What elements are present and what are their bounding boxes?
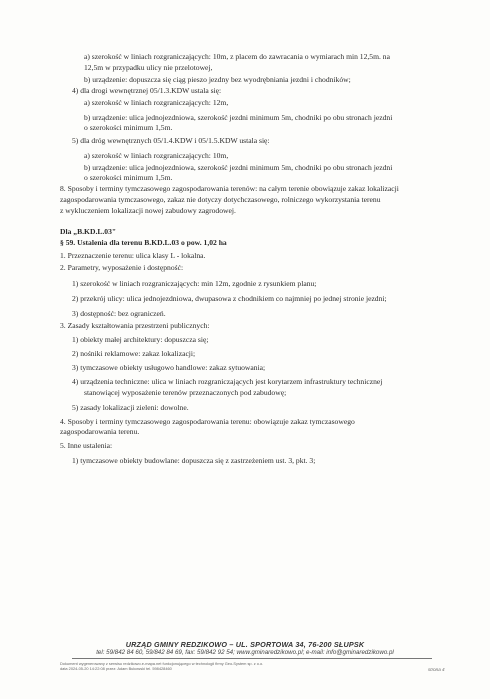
text-line: § 59. Ustalenia dla terenu B.KD.L.03 o pow. 1,02 ha xyxy=(60,238,227,247)
text-line: zagospodarowania terenu. xyxy=(60,427,140,436)
text-line: b) urządzenie: dopuszcza się ciąg pieszo jezdny bez wyodrębniania jezdni i chodników; xyxy=(84,75,351,84)
footer-divider xyxy=(72,658,432,659)
text-line: 1) tymczasowe obiekty budowlane: dopuszcza się z zastrzeżeniem ust. 3, pkt. 3; xyxy=(72,456,316,465)
text-line: o szerokości minimum 1,5m. xyxy=(84,123,173,132)
text-line: 12,5m w przypadku ulicy nie przelotowej, xyxy=(84,63,213,72)
text-line: 2) nośniki reklamowe: zakaz lokalizacji; xyxy=(72,349,196,358)
text-line: 3) tymczasowe obiekty usługowo handlowe: zakaz sytuowania; xyxy=(72,363,266,372)
text-line: 1. Przeznaczenie terenu: ulica klasy L - lokalna. xyxy=(60,251,206,260)
section-heading: Dla „B.KD.L.03" xyxy=(60,227,117,236)
text-line: 5) zasady lokalizacji zieleni: dowolne. xyxy=(72,403,189,412)
text-line: 4. Sposoby i terminy tymczasowego zagospodarowania terenu: obowiązuje zakaz tymczasowego xyxy=(60,417,355,426)
text-line: a) szerokość w liniach rozgraniczających: 12m, xyxy=(84,98,229,107)
page-number: strona 4 xyxy=(428,667,445,672)
text-line: z wykluczeniem lokalizacji nowej zabudowy zagrodowej. xyxy=(60,206,236,215)
text-line: 1) szerokość w liniach rozgraniczających: min 12m, zgodnie z rysunkiem planu; xyxy=(72,279,317,288)
paragraph-heading xyxy=(60,238,227,247)
text-line: 1) obiekty małej architektury: dopuszcza się; xyxy=(72,335,209,344)
text-line: b) urządzenie: ulica jednojezdniowa, szerokość jezdni minimum 5m, chodniki po obu stronach jezdni xyxy=(84,163,393,172)
text-line: a) szerokość w liniach rozgraniczających: 10m, z placem do zawracania o wymiarach min 12,5m. na xyxy=(84,52,390,61)
footer-contact: tel: 59/842 84 60, 59/842 84 69, fax: 59/842 92 54; www.gminaredzikowo.pl; e-mail: info@gminaredzikowo.pl xyxy=(96,649,394,656)
text-line: 5) dla dróg wewnętrznych 05/1.4.KDW i 05/1.5.KDW ustala się: xyxy=(72,136,270,145)
text-line: zagospodarowania tymczasowego, zakaz nie dotyczy dotychczasowego, rolniczego wykorzystania terenu xyxy=(60,195,381,204)
text-line: 3) dostępność: bez ograniczeń. xyxy=(72,309,166,318)
footer-date-note: data 2024-05-20 14:22:08 przez: Adam Bukowski tel. 598428460 xyxy=(60,666,172,671)
text-line: a) szerokość w liniach rozgraniczających: 10m, xyxy=(84,151,229,160)
footer-office-name: URZĄD GMINY REDZIKOWO – UL. SPORTOWA 34, 76-200 SŁUPSK xyxy=(125,640,365,649)
text-line: 4) dla drogi wewnętrznej 05/1.3.KDW ustala się: xyxy=(72,86,222,95)
footer-generated-note: Dokument wygenerowany z serwisu redzikowo.e-mapa.net funkcjonującego w technologii firmy Geo-System sp. z o.o. xyxy=(60,661,264,666)
text-line: 5. Inne ustalenia: xyxy=(60,441,113,450)
text-line: 8. Sposoby i terminy tymczasowego zagospodarowania terenów: na całym terenie obowiązuje zakaz lokalizacji xyxy=(60,184,399,193)
text-line: 3. Zasady kształtowania przestrzeni publicznych: xyxy=(60,321,210,330)
text-line: 2. Parametry, wyposażenie i dostępność: xyxy=(60,263,184,272)
text-line: b) urządzenie: ulica jednojezdniowa, szerokość jezdni minimum 5m, chodniki po obu stronach jezdni xyxy=(84,113,393,122)
text-line: stanowiącej wyposażenie terenów przeznaczonych pod zabudowę; xyxy=(84,388,287,397)
text-line: 2) przekrój ulicy: ulica jednojezdniowa, dwupasowa z chodnikiem co najmniej po jednej stronie jezdni; xyxy=(72,294,387,303)
text-line: 4) urządzenia techniczne: ulica w liniach rozgraniczających jest korytarzem infrastruktury technicznej xyxy=(72,377,383,386)
text-line: o szerokości minimum 1,5m. xyxy=(84,173,173,182)
